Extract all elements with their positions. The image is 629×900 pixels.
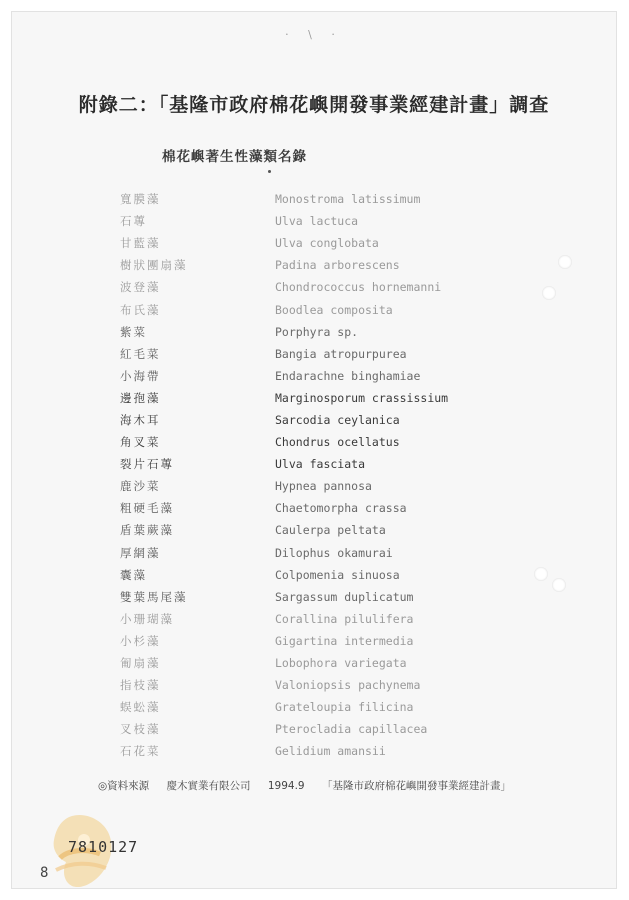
species-chinese-name: 海木耳: [120, 412, 161, 427]
species-scientific-name: Bangia atropurpurea: [275, 346, 407, 361]
species-scientific-name: Sarcodia ceylanica: [275, 412, 400, 427]
species-row: [120, 718, 448, 740]
species-chinese-name: 蜈蚣藻: [120, 700, 161, 715]
species-chinese-name: 囊藻: [120, 567, 147, 582]
species-row: [120, 453, 448, 475]
species-chinese-name: 角叉菜: [120, 435, 161, 450]
species-chinese-name: 小杉藻: [120, 633, 161, 648]
species-scientific-name: Boodlea composita: [275, 302, 393, 317]
top-marks: · \ ·: [285, 28, 343, 41]
species-chinese-name: 小海帶: [120, 368, 161, 383]
species-scientific-name: Chaetomorpha crassa: [275, 501, 407, 516]
species-row: [120, 542, 448, 564]
punch-hole: [534, 567, 548, 581]
species-row: [120, 210, 448, 232]
stamp-number: 7810127: [68, 838, 139, 856]
species-scientific-name: Marginosporum crassissium: [275, 390, 449, 405]
species-chinese-name: 小珊瑚藻: [120, 611, 174, 626]
species-scientific-name: Gigartina intermedia: [275, 633, 414, 648]
appendix-title: 附錄二：「基隆市政府棉花嶼開發事業經建計畫」調查: [78, 94, 550, 116]
species-row: [120, 586, 448, 608]
species-row: [120, 519, 448, 541]
source-date: 1994.9: [267, 780, 305, 792]
punch-hole: [552, 578, 566, 592]
species-row: [120, 564, 448, 586]
species-scientific-name: Padina arborescens: [275, 258, 400, 273]
species-scientific-name: Ulva conglobata: [275, 236, 379, 251]
species-chinese-name: 寬膜藻: [120, 192, 161, 207]
source-report: 「基隆市政府棉花嶼開發事業經建計畫」: [321, 780, 511, 792]
species-chinese-name: 布氏藻: [120, 302, 161, 317]
species-scientific-name: Endarachne binghamiae: [275, 368, 421, 383]
species-scientific-name: Porphyra sp.: [275, 324, 359, 339]
species-row: [120, 674, 448, 696]
species-row: [120, 365, 448, 387]
species-row: [120, 343, 448, 365]
source-company: 慶木實業有限公司: [166, 780, 251, 792]
species-scientific-name: Dilophus okamurai: [275, 545, 393, 560]
species-row: [120, 276, 448, 298]
punch-hole: [558, 255, 572, 269]
species-list: [120, 188, 448, 762]
species-chinese-name: 厚網藻: [120, 545, 161, 560]
species-row: [120, 232, 448, 254]
species-chinese-name: 石花菜: [120, 744, 161, 759]
species-scientific-name: Gelidium amansii: [275, 744, 386, 759]
species-chinese-name: 紅毛菜: [120, 346, 161, 361]
species-scientific-name: Monostroma latissimum: [275, 192, 421, 207]
species-scientific-name: Corallina pilulifera: [275, 611, 414, 626]
species-chinese-name: 甘藍藻: [120, 236, 161, 251]
species-scientific-name: Grateloupia filicina: [275, 700, 414, 715]
species-row: [120, 321, 448, 343]
species-scientific-name: Chondrus ocellatus: [275, 435, 400, 450]
species-row: [120, 696, 448, 718]
species-row: [120, 475, 448, 497]
species-chinese-name: 波登藻: [120, 280, 161, 295]
species-chinese-name: 指枝藻: [120, 678, 161, 693]
species-scientific-name: Caulerpa peltata: [275, 523, 386, 538]
page-number: 8: [40, 865, 49, 881]
species-chinese-name: 邊孢藻: [120, 390, 161, 405]
ink-dot: [268, 170, 271, 173]
species-chinese-name: 粗硬毛藻: [120, 501, 174, 516]
species-row: [120, 254, 448, 276]
species-scientific-name: Valoniopsis pachynema: [275, 678, 421, 693]
species-row: [120, 409, 448, 431]
species-chinese-name: 匍扇藻: [120, 656, 161, 671]
species-row: [120, 431, 448, 453]
species-chinese-name: 盾葉蕨藻: [120, 523, 174, 538]
list-title: 棉花嶼著生性藻類名錄: [162, 149, 307, 165]
species-row: [120, 188, 448, 210]
source-line: [98, 778, 525, 793]
species-row: [120, 652, 448, 674]
species-scientific-name: Chondrococcus hornemanni: [275, 280, 442, 295]
species-row: [120, 630, 448, 652]
species-scientific-name: Pterocladia capillacea: [275, 722, 428, 737]
document-page: [12, 12, 616, 888]
species-row: [120, 740, 448, 762]
species-chinese-name: 鹿沙菜: [120, 479, 161, 494]
species-row: [120, 608, 448, 630]
punch-hole: [542, 286, 556, 300]
species-scientific-name: Ulva fasciata: [275, 457, 366, 472]
species-chinese-name: 裂片石蓴: [120, 457, 174, 472]
species-chinese-name: 石蓴: [120, 214, 147, 229]
species-scientific-name: Lobophora variegata: [275, 656, 407, 671]
species-scientific-name: Sargassum duplicatum: [275, 589, 414, 604]
species-chinese-name: 雙葉馬尾藻: [120, 589, 188, 604]
species-row: [120, 298, 448, 320]
species-scientific-name: Hypnea pannosa: [275, 479, 372, 494]
source-label: ◎資料來源: [98, 780, 150, 792]
species-scientific-name: Colpomenia sinuosa: [275, 567, 400, 582]
species-scientific-name: Ulva lactuca: [275, 214, 359, 229]
species-chinese-name: 叉枝藻: [120, 722, 161, 737]
species-chinese-name: 紫菜: [120, 324, 147, 339]
species-row: [120, 387, 448, 409]
species-chinese-name: 樹狀團扇藻: [120, 258, 188, 273]
species-row: [120, 497, 448, 519]
